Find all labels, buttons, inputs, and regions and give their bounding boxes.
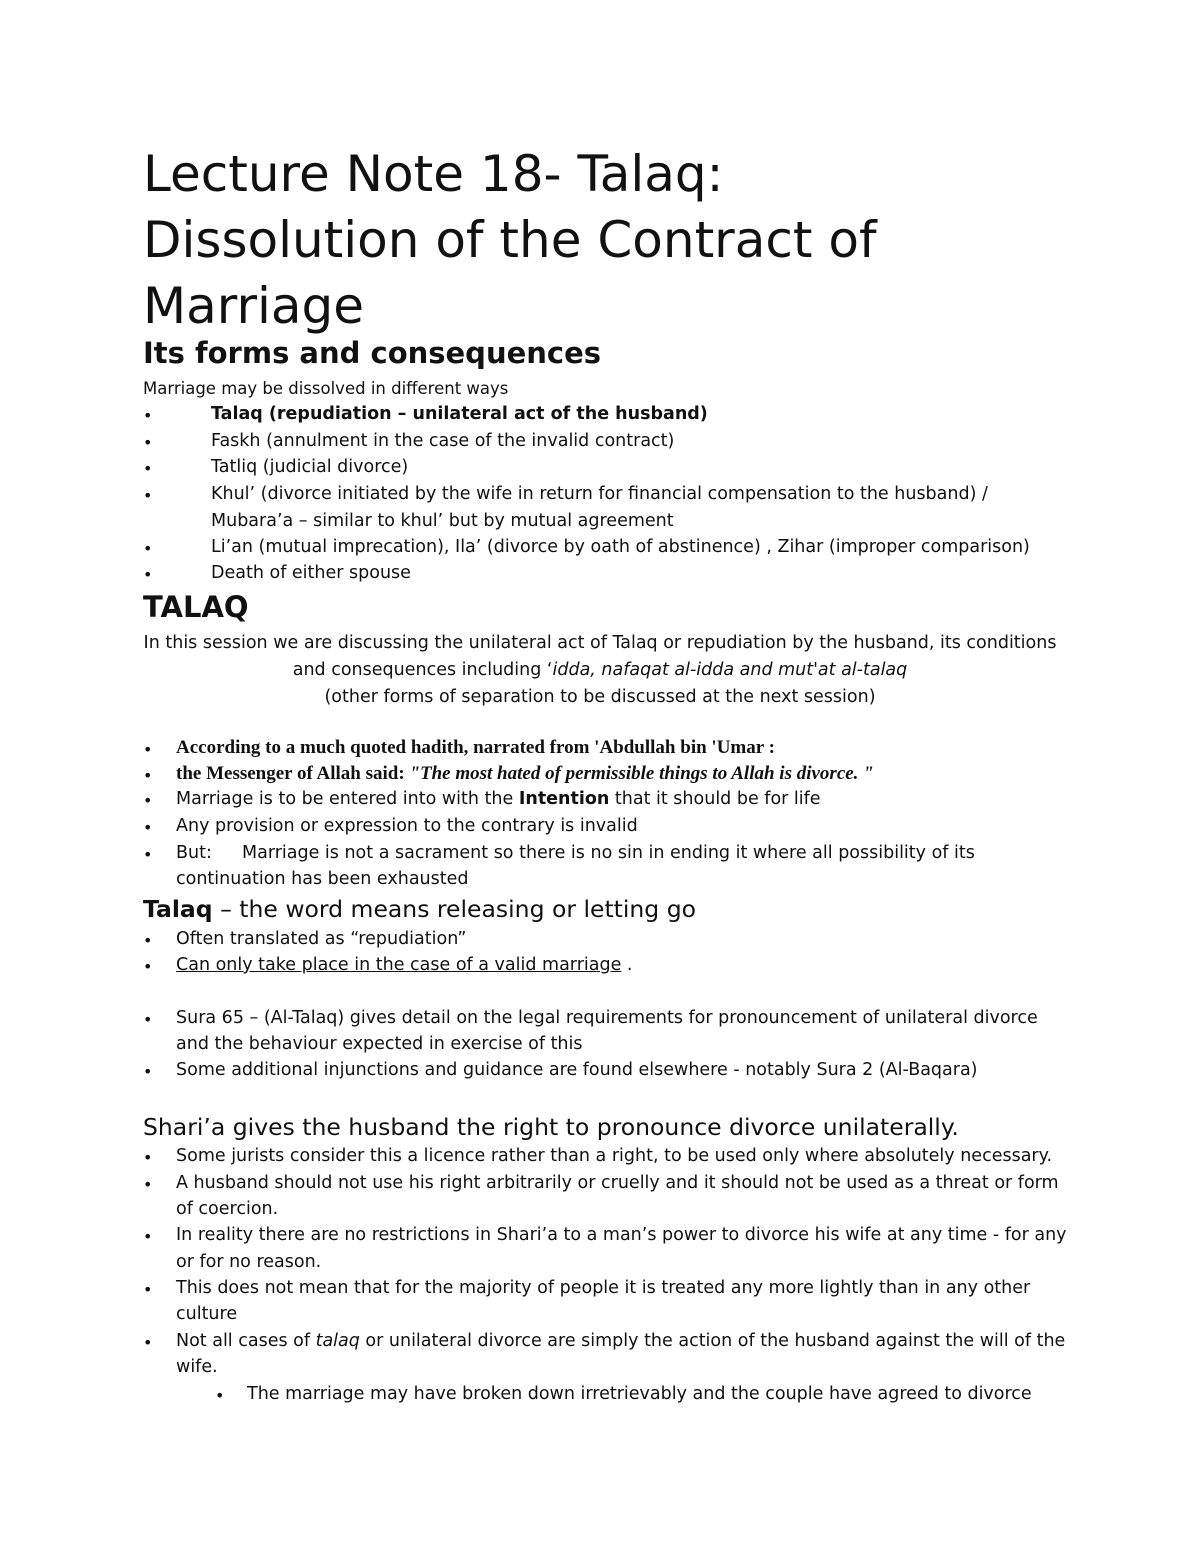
bullet: • (143, 766, 153, 785)
bullet: • (143, 957, 153, 976)
intention-word: Intention (518, 789, 610, 809)
bullet: • (143, 433, 153, 452)
bullet: • (143, 486, 153, 505)
marriage-point-intention-before: Marriage is to be entered into with the (176, 789, 519, 809)
valid-marriage-after: . (621, 955, 633, 975)
form-item-khul: Khul’ (divorce initiated by the wife in return for financial compensation to the husband) / (211, 484, 988, 504)
bullet: • (143, 1175, 153, 1194)
bullet: • (143, 931, 153, 950)
hadith-quote: "The most hated of permissible things to Allah is divorce. " (409, 763, 874, 784)
valid-marriage-underlined: Can only take place in the case of a valid marriage (176, 955, 622, 975)
sharia-point-not-all-after: or unilateral divorce are simply the action of the husband against the will of the (359, 1331, 1066, 1351)
marriage-point-invalid: Any provision or expression to the contrary is invalid (176, 816, 638, 836)
bullet: • (143, 539, 153, 558)
bullet: • (143, 459, 153, 478)
bullet: • (143, 818, 153, 837)
title-line-1: Lecture Note 18- Talaq: (143, 145, 724, 203)
bullet: • (143, 1333, 153, 1352)
bullet: • (143, 845, 153, 864)
sharia-point-majority: This does not mean that for the majority of people it is treated any more lightly than in any other (176, 1278, 1031, 1298)
session-line-3: (other forms of separation to be discussed at the next session) (324, 687, 876, 707)
talaq-word-heading (143, 895, 696, 923)
talaq-word-heading-bold: Talaq (143, 895, 213, 923)
marriage-point-intention (176, 789, 821, 809)
sharia-point-not-all-before: Not all cases of (176, 1331, 316, 1351)
sharia-point-licence: Some jurists consider this a licence rather than a right, to be used only where absolutely necessary. (176, 1146, 1053, 1166)
sharia-point-majority-cont: culture (176, 1304, 238, 1324)
hadith-line-1: According to a much quoted hadith, narrated from 'Abdullah bin 'Umar : (176, 737, 775, 758)
sharia-point-no-restrictions-cont: or for no reason. (176, 1252, 322, 1272)
sub-bullet: • (215, 1386, 225, 1405)
sharia-point-not-all-cont: wife. (176, 1357, 218, 1377)
marriage-point-intention-after: that it should be for life (609, 789, 821, 809)
sharia-point-not-all (176, 1331, 1065, 1351)
talaq-word-heading-rest: – the word means releasing or letting go (212, 895, 696, 923)
bullet: • (143, 1010, 153, 1029)
word-point-valid-marriage (176, 955, 633, 975)
bullet: • (143, 1148, 153, 1167)
intro-text: Marriage may be dissolved in different ways (143, 379, 509, 398)
title-line-3: Marriage (143, 277, 365, 335)
marriage-point-sacrament-cont: continuation has been exhausted (176, 869, 469, 889)
page-title (143, 141, 1063, 339)
form-item-mubaraa: Mubara’a – similar to khul’ but by mutual agreement (211, 511, 674, 531)
sharia-heading: Shari’a gives the husband the right to pronounce divorce unilaterally. (143, 1113, 959, 1141)
title-line-2: Dissolution of the Contract of (143, 211, 877, 269)
sura-point-65: Sura 65 – (Al-Talaq) gives detail on the legal requirements for pronouncement of unilateral divorce (176, 1008, 1038, 1028)
sharia-point-no-restrictions: In reality there are no restrictions in Shari’a to a man’s power to divorce his wife at any time - for any (176, 1225, 1067, 1245)
form-item-faskh: Faskh (annulment in the case of the invalid contract) (211, 431, 675, 451)
marriage-point-sacrament: Marriage is not a sacrament so there is no sin in ending it where all possibility of its (242, 843, 975, 863)
bullet: • (143, 565, 153, 584)
session-line-2 (0, 660, 1200, 680)
sharia-point-arbitrary-cont: of coercion. (176, 1199, 279, 1219)
subtitle: Its forms and consequences (143, 336, 602, 370)
word-point-translated: Often translated as “repudiation” (176, 929, 467, 949)
bullet: • (143, 1280, 153, 1299)
hadith-line-2-plain: the Messenger of Allah said: (176, 763, 410, 784)
form-item-lian: Li’an (mutual imprecation), Ila’ (divorce by oath of abstinence) , Zihar (improper comparison) (211, 537, 1030, 557)
form-item-death: Death of either spouse (211, 563, 411, 583)
sharia-point-arbitrary: A husband should not use his right arbitrarily or cruelly and it should not be used as a threat or form (176, 1173, 1059, 1193)
talaq-italic: talaq (315, 1331, 360, 1351)
bullet: • (143, 791, 153, 810)
session-line-1: In this session we are discussing the unilateral act of Talaq or repudiation by the husband, its conditions (143, 633, 1057, 653)
sharia-subpoint-agreed: The marriage may have broken down irretrievably and the couple have agreed to divorce (247, 1384, 1032, 1404)
session-line-2-plain: and consequences including ‘ (292, 660, 553, 680)
bullet: • (143, 1062, 153, 1081)
sura-point-65-cont: and the behaviour expected in exercise of this (176, 1034, 583, 1054)
form-item-tatliq: Tatliq (judicial divorce) (211, 457, 409, 477)
session-line-2-italic: idda, nafaqat al-idda and mut'at al-talaq (552, 660, 908, 680)
hadith-line-2 (176, 763, 874, 785)
talaq-heading: TALAQ (143, 590, 249, 624)
bullet: • (143, 406, 153, 425)
bullet: • (143, 1227, 153, 1246)
bullet: • (143, 740, 153, 759)
sura-point-2: Some additional injunctions and guidance are found elsewhere - notably Sura 2 (Al-Baqara) (176, 1060, 978, 1080)
marriage-point-but-label: But: (176, 843, 212, 863)
form-item-talaq: Talaq (repudiation – unilateral act of the husband) (211, 404, 708, 424)
